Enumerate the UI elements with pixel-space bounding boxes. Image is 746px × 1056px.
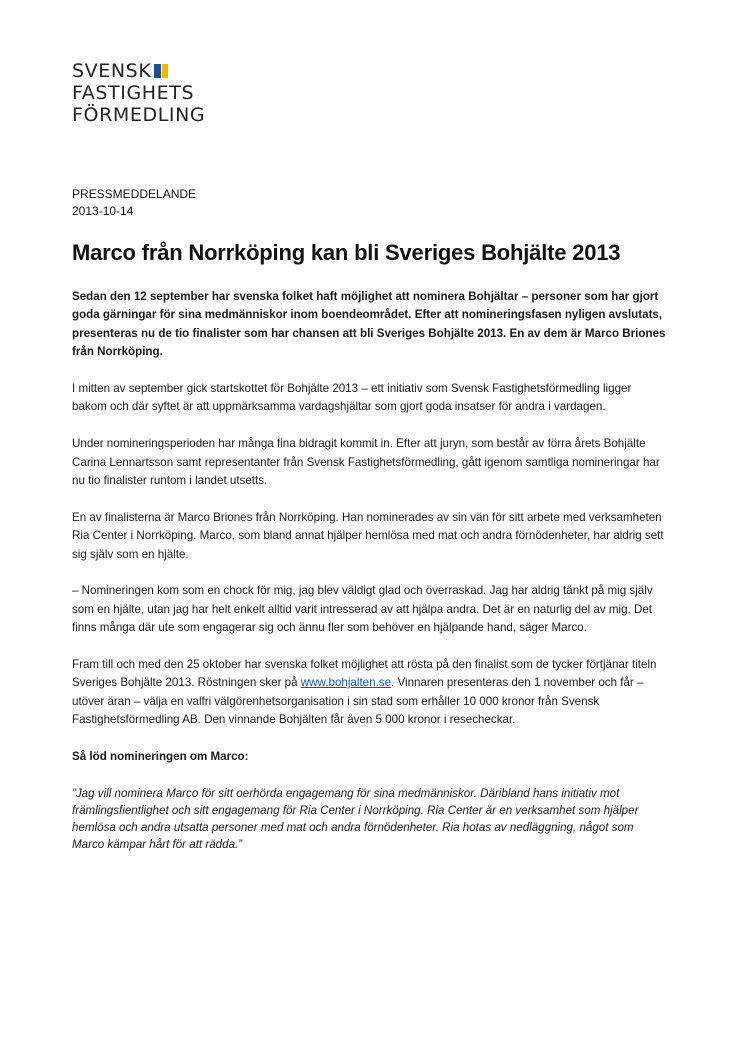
logo-line-1: SVENSK [72, 60, 205, 82]
paragraph-2: Under nomineringsperioden har många fina bidragit kommit in. Efter att juryn, som består av förra årets Bohjälte Carina Lennartsson samt representanter från Svensk Fastighetsförmedling, gått igenom samtliga nomineringar har nu tio finalister runtom i landet utsetts. [72, 437, 660, 488]
vote-text-before: Fram till och med den 25 oktober har svenska folket möjlighet att rösta på den finalist som de tycker förtjänar titeln Sveriges Bohjälte 2013. Röstningen sker på [72, 658, 657, 690]
logo-line-3: FÖRMEDLING [72, 104, 206, 126]
document-date: 2013-10-14 [72, 204, 134, 218]
paragraph-vote [72, 656, 668, 730]
bohjalten-link[interactable]: www.bohjalten.se [300, 676, 392, 690]
document-type: PRESSMEDDELANDE [72, 187, 197, 201]
paragraph-4-quote: – Nomineringen kom som en chock för mig, jag blev väldigt glad och överraskad. Jag har aldrig tänkt på mig själv som en hjälte, utan jag har helt enkelt alltid varit intresserad av att hjälpa andra. Det är en naturlig del av mig. Det finns många där ute som engagerar sig och ännu fler som behöver en hjälpande hand, säger Marco. [72, 584, 653, 635]
headline: Marco från Norrköping kan bli Sveriges Bohjälte 2013 [72, 240, 621, 265]
paragraph-3: En av finalisterna är Marco Briones från Norrköping. Han nominerades av sin vän för sitt arbete med verksamheten Ria Center i Norrköping. Marco, som bland annat hjälper hemlösa med mat och andra förnödenheter, har aldrig sett sig själv som en hjälte. [72, 510, 664, 561]
swedish-flag-icon [153, 63, 169, 79]
article-body [72, 288, 668, 871]
vote-text-after: . Vinnaren presenteras den 1 november och får – utöver äran – välja en valfri välgörenhetsorganisation i sin stad som erhåller 10 000 kronor från Svensk Fastighetsförmedling AB. Den vinnande Bohjälten får även 5 000 kronor i resecheckar. [72, 676, 644, 727]
nomination-title: Så löd nomineringen om Marco: [72, 750, 249, 764]
lead-paragraph: Sedan den 12 september har svenska folket haft möjlighet att nominera Bohjältar – personer som har gjort goda gärningar för sina medmänniskor inom boendeområdet. Efter att nomineringsfasen nyligen avslutats, presenteras nu de tio finalister som har chansen att bli Sveriges Bohjälte 2013. En av dem är Marco Briones från Norrköping. [72, 290, 666, 359]
company-logo [72, 60, 205, 126]
press-meta [72, 186, 196, 220]
nomination-quote: ”Jag vill nominera Marco för sitt oerhörda engagemang för sina medmänniskor. Däribland hans initiativ mot främlingsfientlighet och sitt engagemang för Ria Center i Norrköping. Ria Center är en verksamhet som hjälper hemlösa och andra utsatta personer med mat och andra förnödenheter. Ria hotas av nedläggning, något som Marco kämpar hårt för att rädda.” [72, 786, 639, 851]
logo-line-2: FASTIGHETS [72, 82, 195, 104]
paragraph-1: I mitten av september gick startskottet för Bohjälte 2013 – ett initiativ som Svensk Fastighetsförmedling ligger bakom och där syftet är att uppmärksamma vardagshjältar som gjort goda insatser för andra i vardagen. [72, 382, 632, 414]
